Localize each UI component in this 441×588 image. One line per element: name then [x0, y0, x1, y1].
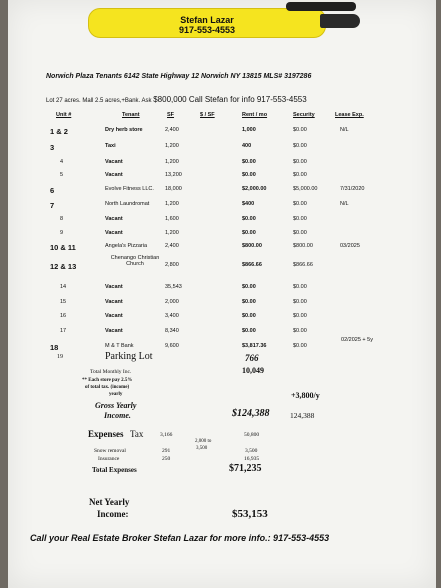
row-unit: 3 — [50, 143, 55, 152]
tax-note-1: ** Each store pay 2.5% — [82, 378, 133, 383]
row-sf: 2,400 — [165, 127, 179, 133]
row-tenant: Vacant — [105, 299, 123, 305]
row-sf: 1,200 — [165, 230, 179, 236]
tax-note-2: of total tax. (income) — [85, 385, 130, 390]
row-rent: $3,817.36 — [242, 343, 267, 349]
row-tenant: Vacant — [105, 159, 123, 165]
row-tenant: North Laundromat — [105, 201, 150, 207]
row-tenant: Vacant — [105, 284, 123, 290]
row-tenant: Chenango Christian Church — [110, 255, 160, 267]
row-lease: N/L — [340, 127, 349, 133]
row-sf: 1,200 — [165, 159, 179, 165]
pen-clip — [286, 2, 356, 11]
row-unit: 1 & 2 — [50, 127, 68, 136]
gross-value: $124,388 — [232, 408, 270, 419]
row-security: $0.00 — [293, 159, 307, 165]
insurance-label: Insurance — [98, 456, 120, 462]
tax-note-3: yearly — [109, 392, 123, 397]
row-tenant: Vacant — [105, 216, 123, 222]
total-monthly-label: Total Monthly Inc. — [90, 369, 132, 375]
expenses-range: 2,000 to — [195, 439, 212, 444]
row-sf: 35,543 — [165, 284, 182, 290]
row-rent: $0.00 — [242, 299, 256, 305]
row-sf: 2,400 — [165, 243, 179, 249]
row-unit: 10 & 11 — [50, 243, 76, 252]
row-security: $0.00 — [293, 216, 307, 222]
row-security: $5,000.00 — [293, 186, 318, 192]
row-sf: 1,200 — [165, 201, 179, 207]
pen-tip — [320, 14, 360, 28]
row-rent: $0.00 — [242, 159, 256, 165]
row-unit: 4 — [60, 159, 64, 165]
row-rent: $0.00 — [242, 172, 256, 178]
row-rent: $0.00 — [242, 216, 256, 222]
row-rent: $800.00 — [242, 243, 262, 249]
row-lease: 03/2025 — [340, 243, 360, 249]
snow-total: 3,500 — [245, 448, 258, 454]
row-unit: 15 — [60, 299, 67, 305]
row-tenant: Dry herb store — [105, 127, 143, 133]
row-tenant: M & T Bank — [105, 343, 134, 349]
insurance-total: 16,935 — [244, 456, 260, 462]
row-rent: $0.00 — [242, 328, 256, 334]
row-unit: 16 — [60, 313, 67, 319]
row-unit: 8 — [60, 216, 64, 222]
col-unit: Unit # — [56, 112, 72, 118]
gross-value-2: 124,388 — [290, 411, 315, 420]
row-security: $0.00 — [293, 143, 307, 149]
row-security: $0.00 — [293, 201, 307, 207]
snow-value: 291 — [162, 448, 171, 454]
col-sf: SF — [167, 112, 175, 118]
row-security: $0.00 — [293, 299, 307, 305]
ask-text: $800,000 Call Stefan for info 917-553-4553 — [153, 95, 307, 104]
row-tenant: Vacant — [105, 172, 123, 178]
expenses-total-col: 50,800 — [244, 432, 260, 438]
row-sf: 2,800 — [165, 262, 179, 268]
footer-call-text: Call your Real Estate Broker Stefan Lazar for more info.: 917-553-4553 — [30, 533, 330, 543]
col-security: Security — [293, 112, 315, 118]
row-lease: N/L — [340, 201, 349, 207]
row-rent: $2,000.00 — [242, 186, 267, 192]
row-security: $0.00 — [293, 172, 307, 178]
snow-label: Snow removal — [94, 448, 126, 454]
pen-name: Stefan Lazar — [180, 15, 234, 25]
row-sf: 2,000 — [165, 299, 179, 305]
row-lease: 02/2025 + 5y — [341, 337, 373, 343]
col-rent: Rent / mo — [242, 112, 268, 118]
row-rent: 1,000 — [242, 127, 256, 133]
row-sf: 9,600 — [165, 343, 179, 349]
row-sf: 8,340 — [165, 328, 179, 334]
insurance-value: 250 — [162, 456, 171, 462]
row-unit: 9 — [60, 230, 64, 236]
pen-image — [88, 8, 326, 38]
expenses-tax-label: Tax — [130, 429, 144, 439]
gross-label-2: Income. — [104, 411, 131, 420]
row-tenant: Taxi — [105, 143, 116, 149]
net-label-1: Net Yearly — [89, 497, 130, 507]
row-sf: 3,400 — [165, 313, 179, 319]
document-page — [8, 0, 436, 588]
row-sf: 18,000 — [165, 186, 182, 192]
row-security: $0.00 — [293, 343, 307, 349]
pen-phone: 917-553-4553 — [178, 25, 236, 35]
row-unit: 5 — [60, 172, 64, 178]
col-tenant: Tenant — [122, 112, 140, 118]
parking-label: Parking Lot — [105, 351, 153, 362]
row-security: $0.00 — [293, 127, 307, 133]
row-rent: $0.00 — [242, 313, 256, 319]
parking-rent: 766 — [245, 353, 259, 363]
row-lease: 7/31/2020 — [340, 186, 365, 192]
row-unit: 17 — [60, 328, 67, 334]
row-tenant: Vacant — [105, 328, 123, 334]
row-tenant: Angela's Pizzaria — [105, 243, 148, 249]
total-expenses-value: $71,235 — [229, 463, 262, 474]
row-unit: 6 — [50, 186, 55, 195]
row-sf: 13,200 — [165, 172, 182, 178]
row-sf: 1,600 — [165, 216, 179, 222]
row-tenant: Evolve Fitness LLC. — [105, 186, 154, 192]
col-lease: Lease Exp. — [335, 112, 364, 118]
net-value: $53,153 — [232, 508, 268, 520]
parking-unit: 19 — [57, 354, 63, 360]
document-title: Norwich Plaza Tenants 6142 State Highway 12 Norwich NY 13815 MLS# 3197286 — [46, 73, 312, 80]
gross-label-1: Gross Yearly — [95, 401, 137, 410]
row-rent: 400 — [242, 143, 252, 149]
row-unit: 7 — [50, 201, 55, 210]
row-sf: 1,200 — [165, 143, 179, 149]
row-rent: $866.66 — [242, 262, 262, 268]
row-rent: $0.00 — [242, 284, 256, 290]
row-security: $0.00 — [293, 230, 307, 236]
net-label-2: Income: — [97, 509, 129, 519]
total-monthly-value: 10,049 — [242, 366, 264, 375]
row-unit: 12 & 13 — [50, 262, 77, 271]
row-rent: $400 — [242, 201, 255, 207]
row-unit: 18 — [50, 343, 59, 352]
total-expenses-label: Total Expenses — [92, 466, 137, 474]
tax-note-value: +3,800/y — [291, 391, 320, 400]
row-unit: 14 — [60, 284, 67, 290]
row-security: $800.00 — [293, 243, 313, 249]
row-security: $0.00 — [293, 284, 307, 290]
expenses-tax-value: 3,166 — [160, 432, 173, 438]
lot-text: Lot 27 acres. Mall 2.5 acres,+Bank. Ask — [46, 98, 152, 104]
lot-info — [46, 95, 307, 104]
row-tenant: Vacant — [105, 313, 123, 319]
col-per-sf: $ / SF — [200, 112, 215, 118]
row-tenant: Vacant — [105, 230, 123, 236]
expenses-label: Expenses — [88, 429, 124, 439]
expenses-range-2: 3,500 — [196, 446, 208, 451]
row-rent: $0.00 — [242, 230, 256, 236]
row-security: $0.00 — [293, 328, 307, 334]
row-security: $0.00 — [293, 313, 307, 319]
row-security: $866.66 — [293, 262, 313, 268]
